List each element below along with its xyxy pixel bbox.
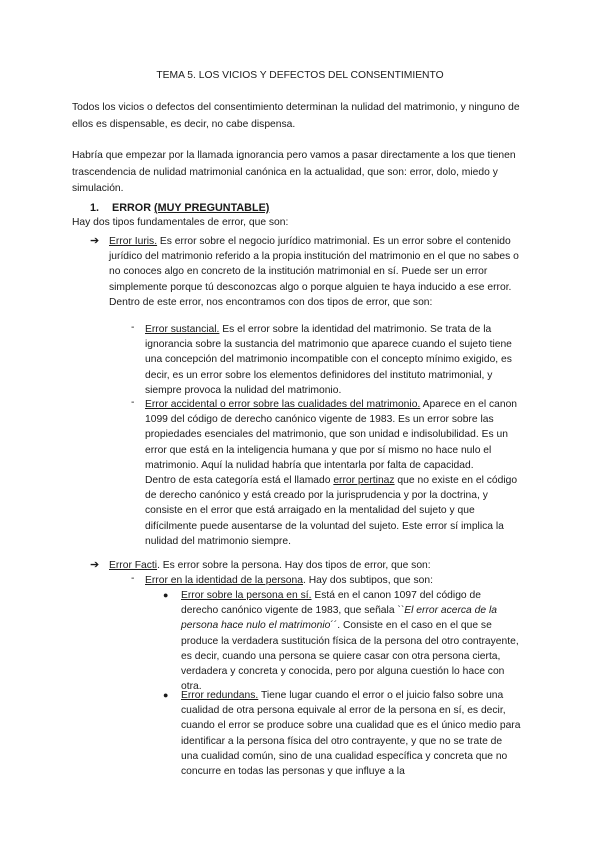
error-facti-text: . Es error sobre la persona. Hay dos tipos de error, que son:: [157, 560, 431, 571]
page-title: TEMA 5. LOS VICIOS Y DEFECTOS DEL CONSENTIMIENTO: [156, 70, 444, 81]
error-identidad-text: . Hay dos subtipos, que son:: [303, 575, 433, 586]
error-redundans-block: [181, 688, 521, 779]
dash-bullet-icon: -: [131, 397, 135, 408]
error-facti-block: [109, 558, 519, 573]
canon-quote: El error acerca de la persona hace nulo el matrimonio: [181, 605, 497, 632]
dot-bullet-icon: ●: [163, 590, 169, 600]
error-sustancial-term: Error sustancial.: [145, 324, 220, 335]
section-label: ERROR: [112, 202, 151, 214]
error-persona-term: Error sobre la persona en sí.: [181, 590, 312, 601]
error-persona-text: Está en el canon 1097 del código de derecho canónico vigente de 1983, que señala ``: [181, 590, 481, 617]
error-iuris-block: [109, 234, 519, 310]
pertinaz-before: Dentro de esta categoría está el llamado: [145, 475, 334, 487]
error-sustancial-text: Es el error sobre la identidad del matrimonio. Se trata de la ignorancia sobre la sustancia del matrimonio que aparece cuando el sujeto tiene una concepción del matrimonio incompatible con el concepto mínimo exigido, es decir, es un error sobre los elementos definidores del instituto matrimonial, y siempre provoca la nulidad del matrimonio.: [145, 324, 512, 396]
section-intro: Hay dos tipos fundamentales de error, que son:: [72, 217, 289, 228]
dash-bullet-icon: -: [131, 322, 135, 333]
section-tag: (MUY PREGUNTABLE): [154, 202, 270, 214]
arrow-bullet-icon: ➔: [90, 235, 100, 247]
error-accidental-block: [145, 397, 520, 549]
arrow-bullet-icon: ➔: [90, 559, 100, 571]
section-heading-error: [90, 202, 269, 214]
error-iuris-term: Error Iuris.: [109, 236, 158, 247]
error-facti-term: Error Facti: [109, 560, 158, 571]
error-accidental-text: Aparece en el canon 1099 del código de derecho canónico vigente de 1983. Es un error sobre las propiedades esenciales del matrimonio, que son unidad e indisolubilidad. Es un error que está en la inteligencia humana y que por sí mismo no hace nulo el matrimonio. Aquí la nulidad habría que intentarla por falta de capacidad.: [145, 399, 518, 471]
ignorance-paragraph: Habría que empezar por la llamada ignorancia pero vamos a pasar directamente a los que tienen trascendencia de nulidad matrimonial canónica en la actualidad, que son: error, dolo, miedo y simulación.: [72, 150, 516, 194]
error-pertinaz-term: error pertinaz: [333, 475, 395, 487]
error-accidental-term: Error accidental o error sobre las cualidades del matrimonio.: [145, 399, 421, 410]
error-sustancial-block: [145, 322, 520, 398]
intro-paragraph: Todos los vicios o defectos del consentimiento determinan la nulidad del matrimonio, y ninguno de ellos es dispensable, es decir, no cabe dispensa.: [72, 102, 520, 130]
error-redundans-term: Error redundans.: [181, 690, 259, 701]
error-iuris-text: Es error sobre el negocio jurídico matrimonial. Es un error sobre el contenido jurídico del matrimonio referido a la propia institución del matrimonio en el que no sabes o no conoces algo en concreto de la institución matrimonial en sí. Puede ser un error simplemente porque tú desconozcas algo o porque alguien te haya inducido a ese error.: [109, 236, 519, 293]
error-persona-block: [181, 588, 521, 694]
pertinaz-after: que no existe en el código de derecho canónico y está creado por la jurisprudencia y por la doctrina, y consiste en el error que está arraigado en la mentalidad del sujeto y que difícilmente puede ausentarse de la voluntad del sujeto. Este error sí implica la nulidad del matrimonio siempre.: [145, 475, 518, 547]
dash-bullet-icon: -: [131, 573, 135, 584]
error-identidad-term: Error en la identidad de la persona: [145, 575, 303, 586]
error-persona-text2: ´´. Consiste en el caso en el que se produce la verdadera sustitución física de la persona del otro contrayente, es decir, cuando una persona se quiere casar con otra persona cierta, verdadera y concreta y conocida, pero por alguna cuestión lo hace con otra.: [181, 620, 519, 693]
error-redundans-text: Tiene lugar cuando el error o el juicio falso sobre una cualidad de otra persona equivale al error de la persona en sí, es decir, cuando el error se produce sobre una cualidad que es el único medio para identificar a la persona física del otro contrayente, y que no se trate de una cualidad común, sino de una cualidad específica y concreta que no concurre en todas las personas y que influye a la: [181, 690, 521, 778]
error-iuris-types-intro: Dentro de este error, nos encontramos con dos tipos de error, que son:: [109, 296, 433, 308]
error-identidad-block: [145, 573, 520, 588]
section-number: 1.: [90, 202, 100, 214]
dot-bullet-icon: ●: [163, 690, 169, 700]
